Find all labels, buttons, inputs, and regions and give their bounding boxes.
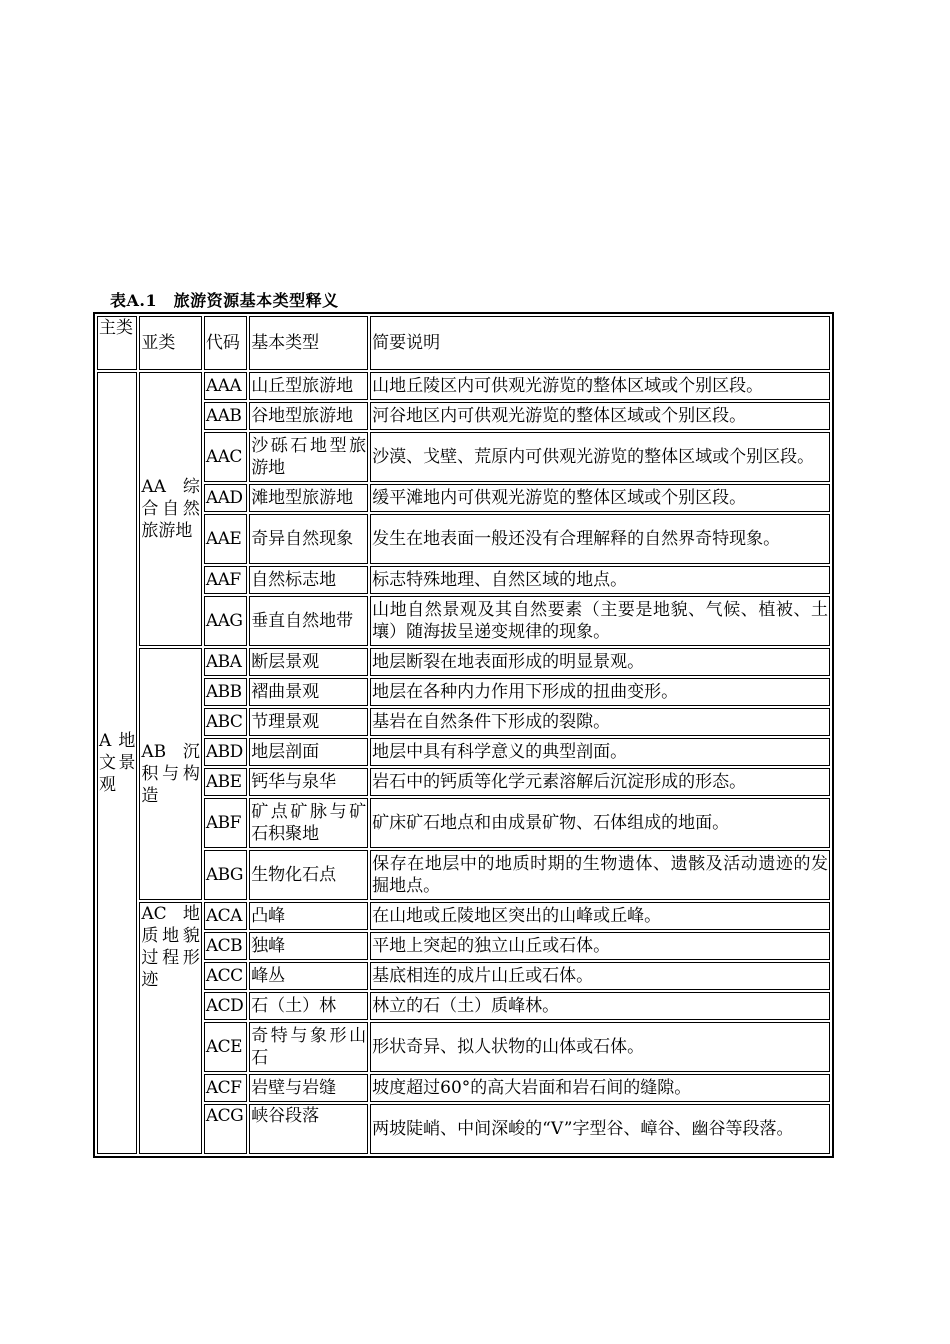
table-row: [97, 648, 830, 676]
description-cell: 坡度超过60°的高大岩面和岩石间的缝隙。: [370, 1074, 830, 1102]
header-code: 代码: [204, 316, 247, 370]
table-row: [97, 902, 830, 930]
code-cell: ABG: [204, 850, 247, 900]
description-cell: 形状奇异、拟人状物的山体或石体。: [370, 1022, 830, 1072]
code-cell: ABF: [204, 798, 247, 848]
header-main-class: 主类: [97, 316, 137, 370]
table-row: [97, 962, 830, 990]
code-cell: ABB: [204, 678, 247, 706]
description-cell: 在山地或丘陵地区突出的山峰或丘峰。: [370, 902, 830, 930]
table-row: [97, 596, 830, 646]
description-cell: 缓平滩地内可供观光游览的整体区域或个别区段。: [370, 484, 830, 512]
basic-type-cell: 奇异自然现象: [249, 514, 368, 564]
header-basic-type: 基本类型: [249, 316, 368, 370]
basic-type-cell: 山丘型旅游地: [249, 372, 368, 400]
code-cell: ACF: [204, 1074, 247, 1102]
table-row: [97, 738, 830, 766]
header-row: [97, 316, 830, 370]
basic-type-cell: 凸峰: [249, 902, 368, 930]
sub-class-cell: AB 沉积与构造: [139, 648, 202, 900]
code-cell: ABD: [204, 738, 247, 766]
description-cell: 基岩在自然条件下形成的裂隙。: [370, 708, 830, 736]
table-row: [97, 798, 830, 848]
main-class-cell: A 地文景观: [97, 372, 137, 1154]
table-row: [97, 708, 830, 736]
table-row: [97, 768, 830, 796]
basic-type-cell: 褶曲景观: [249, 678, 368, 706]
basic-type-cell: 奇特与象形山石: [249, 1022, 368, 1072]
basic-type-cell: 钙华与泉华: [249, 768, 368, 796]
description-cell: 地层中具有科学意义的典型剖面。: [370, 738, 830, 766]
header-sub-class: 亚类: [139, 316, 202, 370]
code-cell: ACB: [204, 932, 247, 960]
description-cell: 山地自然景观及其自然要素（主要是地貌、气候、植被、土壤）随海拔呈递变规律的现象。: [370, 596, 830, 646]
basic-type-cell: 岩壁与岩缝: [249, 1074, 368, 1102]
code-cell: AAF: [204, 566, 247, 594]
table-row: [97, 484, 830, 512]
description-cell: 基底相连的成片山丘或石体。: [370, 962, 830, 990]
table-row: [97, 514, 830, 564]
code-cell: AAD: [204, 484, 247, 512]
code-cell: ABC: [204, 708, 247, 736]
code-cell: ACE: [204, 1022, 247, 1072]
basic-type-cell: 断层景观: [249, 648, 368, 676]
description-cell: 发生在地表面一般还没有合理解释的自然界奇特现象。: [370, 514, 830, 564]
basic-type-cell: 沙砾石地型旅游地: [249, 432, 368, 482]
resource-type-table: [93, 312, 834, 1158]
basic-type-cell: 峡谷段落: [249, 1104, 368, 1154]
code-cell: AAE: [204, 514, 247, 564]
code-cell: ACD: [204, 992, 247, 1020]
basic-type-cell: 自然标志地: [249, 566, 368, 594]
table-row: [97, 566, 830, 594]
description-cell: 平地上突起的独立山丘或石体。: [370, 932, 830, 960]
code-cell: AAG: [204, 596, 247, 646]
code-cell: ACG: [204, 1104, 247, 1154]
description-cell: 两坡陡峭、中间深峻的“V”字型谷、嶂谷、幽谷等段落。: [370, 1104, 830, 1154]
code-cell: AAA: [204, 372, 247, 400]
basic-type-cell: 生物化石点: [249, 850, 368, 900]
description-cell: 山地丘陵区内可供观光游览的整体区域或个别区段。: [370, 372, 830, 400]
table-row: [97, 1104, 830, 1154]
table-caption: 表A.1 旅游资源基本类型释义: [110, 291, 339, 310]
table-row: [97, 1074, 830, 1102]
table-row: [97, 372, 830, 400]
basic-type-cell: 节理景观: [249, 708, 368, 736]
basic-type-cell: 石（土）林: [249, 992, 368, 1020]
code-cell: ACC: [204, 962, 247, 990]
description-cell: 河谷地区内可供观光游览的整体区域或个别区段。: [370, 402, 830, 430]
table-row: [97, 992, 830, 1020]
description-cell: 地层在各种内力作用下形成的扭曲变形。: [370, 678, 830, 706]
code-cell: AAB: [204, 402, 247, 430]
basic-type-cell: 峰丛: [249, 962, 368, 990]
table-row: [97, 1022, 830, 1072]
table-row: [97, 402, 830, 430]
description-cell: 矿床矿石地点和由成景矿物、石体组成的地面。: [370, 798, 830, 848]
basic-type-cell: 谷地型旅游地: [249, 402, 368, 430]
basic-type-cell: 地层剖面: [249, 738, 368, 766]
description-cell: 标志特殊地理、自然区域的地点。: [370, 566, 830, 594]
header-description: 简要说明: [370, 316, 830, 370]
sub-class-cell: AC 地质地貌过程形迹: [139, 902, 202, 1154]
table-row: [97, 678, 830, 706]
code-cell: ABE: [204, 768, 247, 796]
code-cell: AAC: [204, 432, 247, 482]
description-cell: 岩石中的钙质等化学元素溶解后沉淀形成的形态。: [370, 768, 830, 796]
table-row: [97, 432, 830, 482]
basic-type-cell: 独峰: [249, 932, 368, 960]
code-cell: ABA: [204, 648, 247, 676]
basic-type-cell: 滩地型旅游地: [249, 484, 368, 512]
sub-class-cell: AA 综合自然旅游地: [139, 372, 202, 646]
description-cell: 地层断裂在地表面形成的明显景观。: [370, 648, 830, 676]
code-cell: ACA: [204, 902, 247, 930]
description-cell: 沙漠、戈壁、荒原内可供观光游览的整体区域或个别区段。: [370, 432, 830, 482]
description-cell: 林立的石（土）质峰林。: [370, 992, 830, 1020]
table-row: [97, 932, 830, 960]
table-row: [97, 850, 830, 900]
basic-type-cell: 垂直自然地带: [249, 596, 368, 646]
basic-type-cell: 矿点矿脉与矿石积聚地: [249, 798, 368, 848]
description-cell: 保存在地层中的地质时期的生物遗体、遗骸及活动遗迹的发掘地点。: [370, 850, 830, 900]
